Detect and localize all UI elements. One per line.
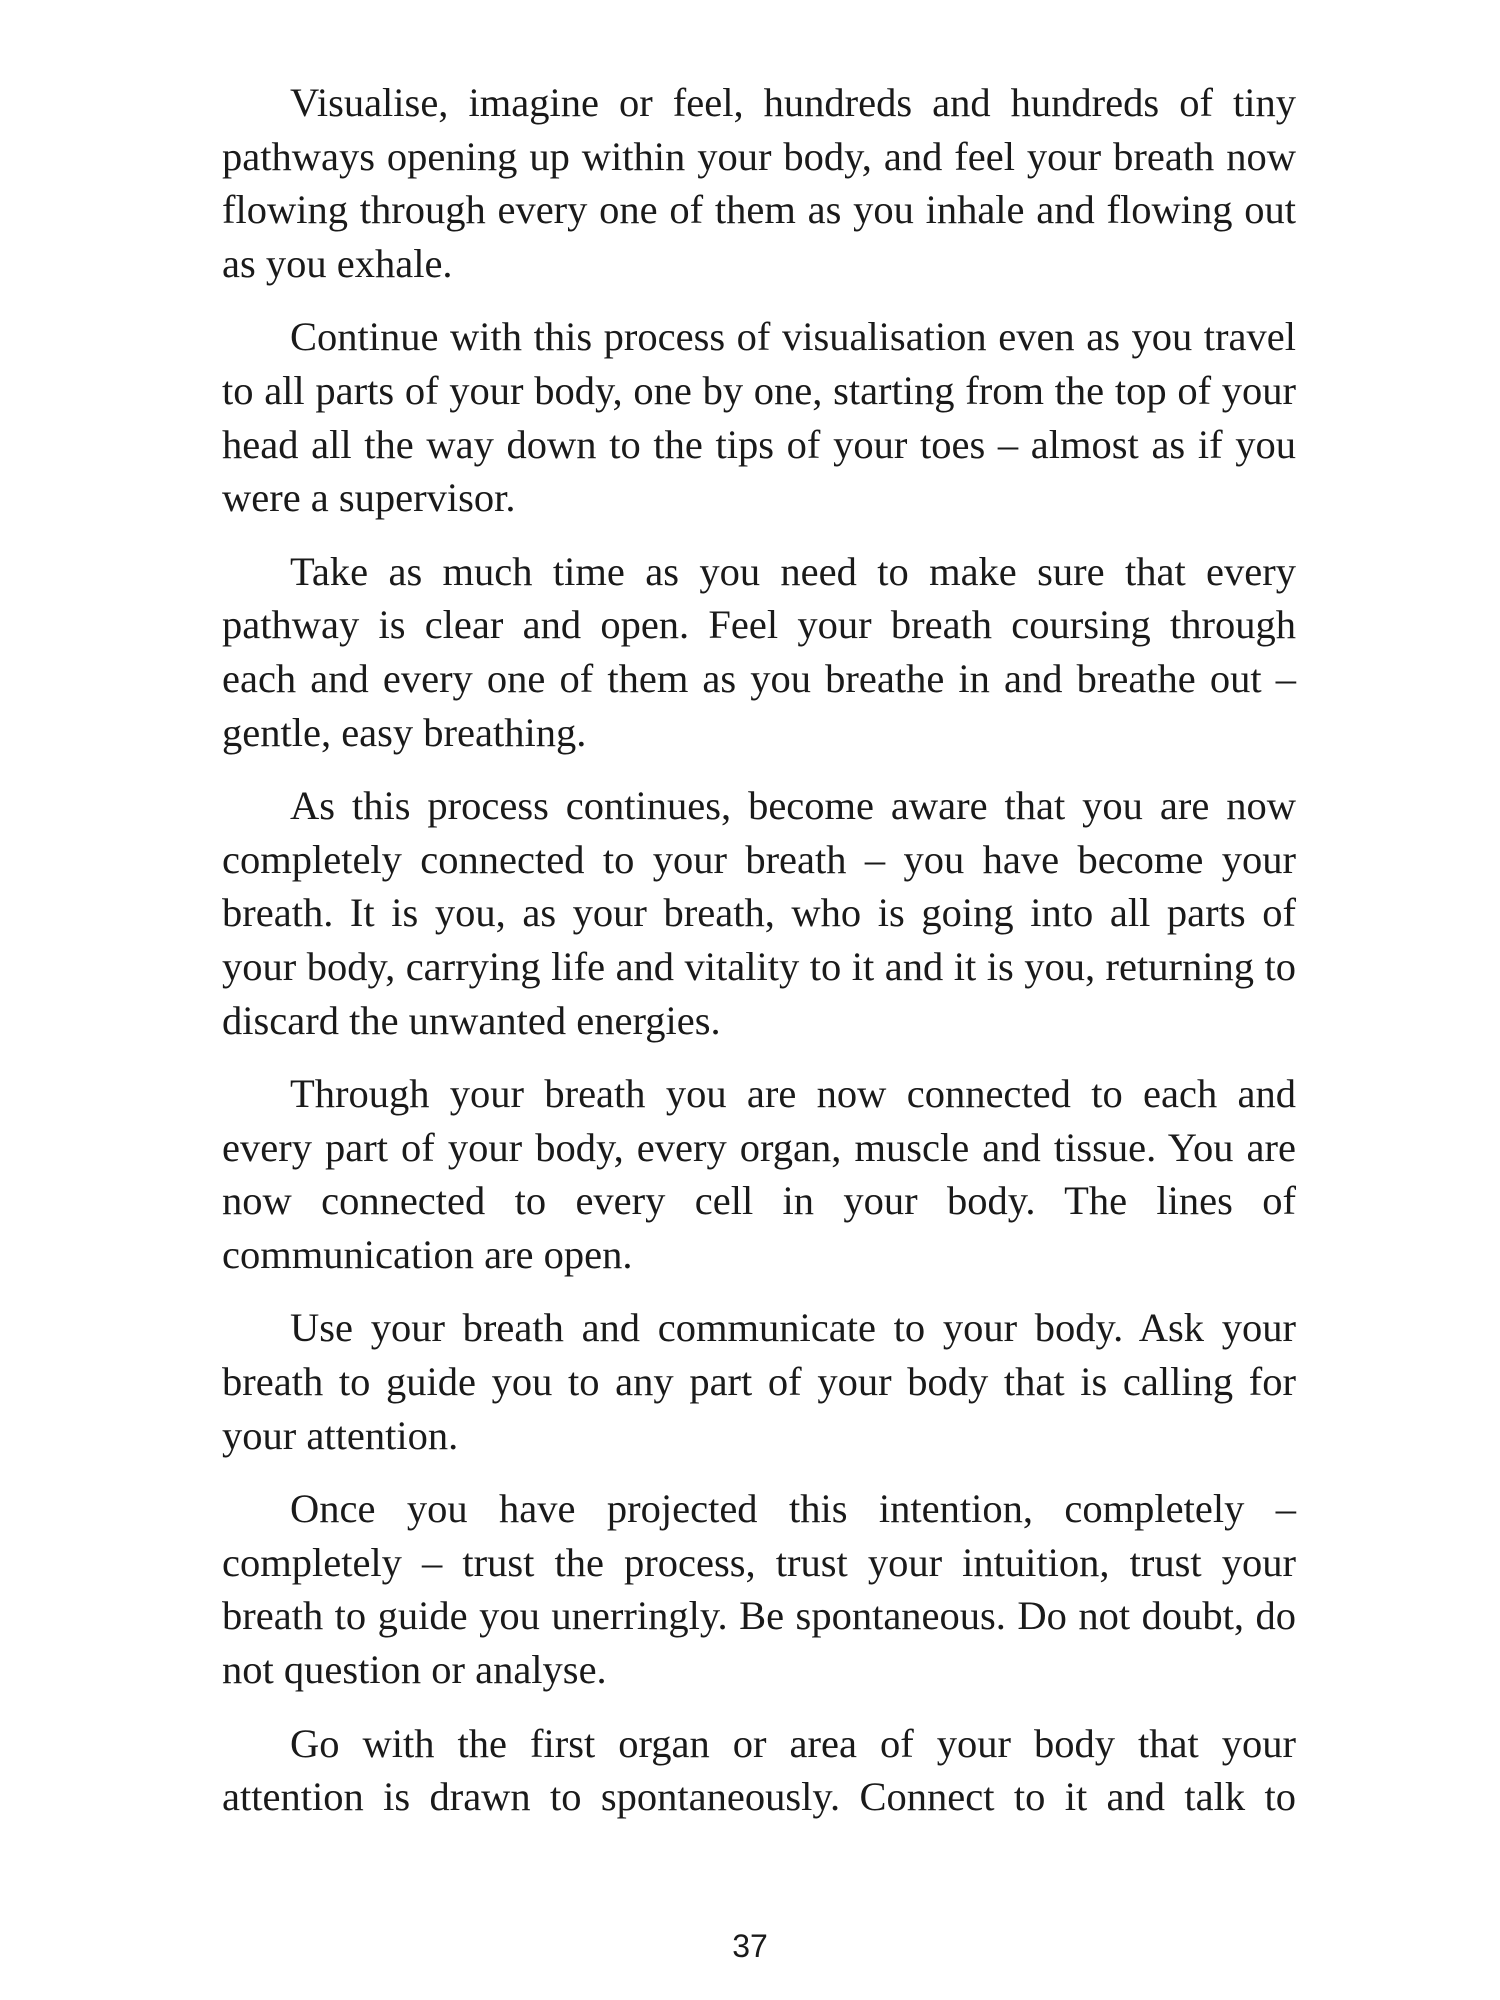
page-number: 37 [732, 1928, 768, 1964]
paragraph-1: Visualise, imagine or feel, hundreds and hundreds of tiny pathways opening up within your body, and feel your breath now flowing through every one of them as you inhale and flowing out as you exhale. [222, 80, 1296, 286]
paragraph-5: Through your breath you are now connected to each and every part of your body, every organ, muscle and tissue. You are now connected to every cell in your body. The lines of communication are open. [222, 1071, 1296, 1277]
body-text [222, 76, 1296, 1844]
paragraph-7: Once you have projected this intention, completely – completely – trust the process, trust your intuition, trust your breath to guide you unerringly. Be spontaneous. Do not doubt, do not question or analyse. [222, 1486, 1296, 1693]
paragraph-3: Take as much time as you need to make sure that every pathway is clear and open. Feel your breath coursing through each and every one of them as you breathe in and breathe out – gentle, easy breathing. [222, 548, 1296, 755]
paragraph-8: Go with the first organ or area of your body that your attention is drawn to spontaneously. Connect to it and talk to [222, 1720, 1296, 1820]
paragraph-6: Use your breath and communicate to your body. Ask your breath to guide you to any part of your body that is calling for your attention. [222, 1305, 1296, 1458]
paragraph-2: Continue with this process of visualisation even as you travel to all parts of your body, one by one, starting from the top of your head all the way down to the tips of your toes – almost as if you were a supervisor. [222, 314, 1296, 521]
paragraph-4: As this process continues, become aware that you are now completely connected to your breath – you have become your breath. It is you, as your breath, who is going into all parts of your body, carrying life and vitality to it and it is you, returning to discard the unwanted energies. [222, 783, 1296, 1043]
